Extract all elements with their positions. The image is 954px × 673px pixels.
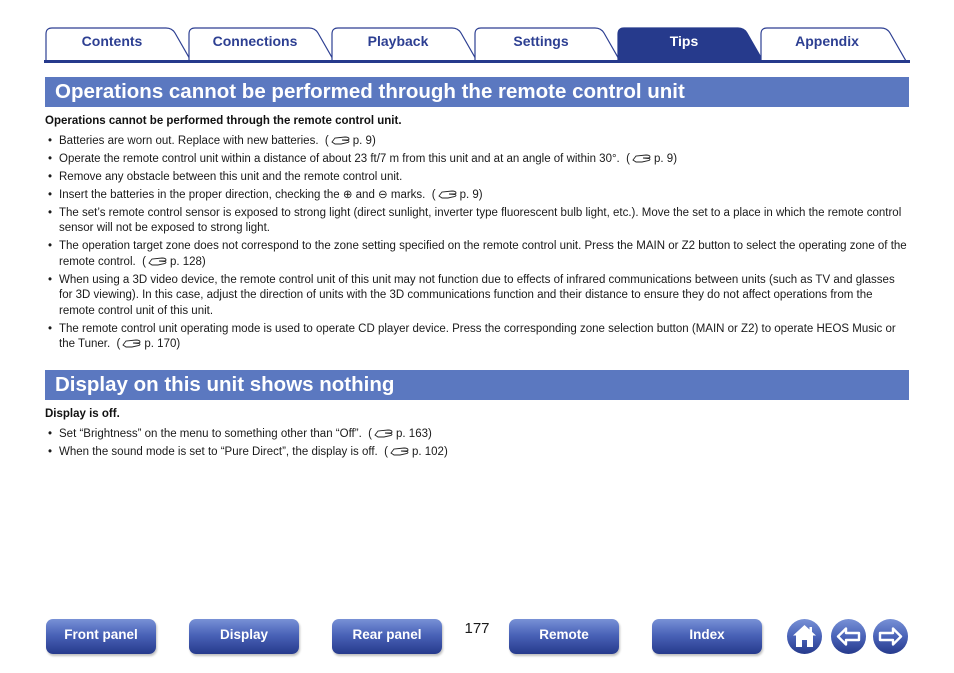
item-text: The remote control unit operating mode is used to operate CD player device. Press the corresponding zone selection button (MAIN or Z2) to operate HEOS Music or the Tuner. [59,322,896,351]
pointing-hand-icon [331,134,351,145]
page-ref-link[interactable]: p. 9 [459,189,479,201]
tab-label: Playback [367,33,429,49]
page-ref-link[interactable]: p. 170 [144,338,177,351]
list-item: • Operate the remote control unit within a distance of about 23 ft/7 m from this unit and at an angle of within 30°. ( p. 9) [45,152,911,167]
list-item [45,170,911,185]
item-text: Remove any obstacle between this unit and the remote control unit. [59,171,403,183]
pointing-hand-icon [148,255,168,266]
tab-settings[interactable] [473,27,623,61]
list-item: • The operation target zone does not correspond to the zone setting specified on the remote control unit. Press the MAIN or Z2 button to select the operating zone of the remote control. ( p. 128) [45,239,911,270]
page-ref-link[interactable]: p. 9 [654,153,674,165]
tab-label: Settings [513,33,569,49]
section-header-display: Display on this unit shows nothing [45,370,909,400]
item-text: Batteries are worn out. Replace with new batteries. [59,135,319,147]
item-text: The set’s remote control sensor is exposed to strong light (direct sunlight, inverter type fluorescent bulb light, etc.). Move the set to a place in which the remote control sensor will not be exposed to strong light. [59,207,902,235]
section-subtitle-display: Display is off. [45,408,120,420]
display-troubleshooting-list [45,427,911,463]
list-item: • Batteries are worn out. Replace with new batteries. ( p. 9) [45,134,911,149]
pointing-hand-icon [438,188,458,199]
list-item: • When the sound mode is set to “Pure Direct”, the display is off. ( p. 102) [45,445,911,460]
item-text: Set “Brightness” on the menu to something other than “Off”. [59,428,362,440]
home-icon[interactable] [786,618,823,655]
page-ref-link[interactable]: p. 128 [169,255,202,268]
item-text: Insert the batteries in the proper direction, checking the ⊕ and ⊖ marks. [59,189,426,201]
list-item [45,273,911,319]
pointing-hand-icon [390,445,410,456]
tab-tips[interactable] [616,27,766,61]
list-item [45,206,911,237]
tab-label: Connections [212,33,298,49]
item-text: When using a 3D video device, the remote control unit of this unit may not function due to effects of infrared communications between units (such as TV and glasses for 3D viewing). In this case, adjust the direction of units with the 3D communications function and their distance to ensure they do not affect operations from the remote control unit of this unit. [59,273,895,317]
tab-contents[interactable] [44,27,194,61]
arrow-left-icon[interactable] [830,618,867,655]
pointing-hand-icon [632,152,652,163]
pointing-hand-icon [122,337,142,348]
front-panel-button[interactable]: Front panel [46,619,156,654]
item-text: When the sound mode is set to “Pure Direct”, the display is off. [59,446,378,458]
rear-panel-button[interactable]: Rear panel [332,619,442,654]
display-button[interactable]: Display [189,619,299,654]
remote-troubleshooting-list [45,134,911,355]
tab-playback[interactable] [330,27,480,61]
page-ref-link[interactable]: p. 9 [352,135,372,147]
page-ref-link[interactable]: p. 102 [411,446,444,458]
section-header-remote: Operations cannot be performed through the remote control unit [45,77,909,107]
list-item: • Set “Brightness” on the menu to something other than “Off”. ( p. 163) [45,427,911,442]
page-ref-link[interactable]: p. 163 [396,428,428,440]
tab-label: Appendix [795,33,859,49]
remote-button[interactable]: Remote [509,619,619,654]
item-text: The operation target zone does not correspond to the zone setting specified on the remote control unit. Press the MAIN or Z2 button to select the operating zone of the remote control. [59,240,907,268]
tab-label: Tips [669,33,699,49]
tab-appendix[interactable] [759,27,909,61]
index-button[interactable]: Index [652,619,762,654]
tab-underline [44,60,910,63]
item-text: Operate the remote control unit within a distance of about 23 ft/7 m from this unit and at an angle of within 30°. [59,153,620,165]
list-item: • The remote control unit operating mode is used to operate CD player device. Press the corresponding zone selection button (MAIN or Z2) to operate HEOS Music or the Tuner. ( p. 170) [45,322,911,353]
pointing-hand-icon [374,427,394,438]
arrow-right-icon[interactable] [872,618,909,655]
page-number: 177 [464,620,490,637]
section-subtitle-remote: Operations cannot be performed through the remote control unit. [45,115,402,127]
top-tab-bar [44,27,910,63]
tab-connections[interactable] [187,27,337,61]
list-item: • Insert the batteries in the proper direction, checking the ⊕ and ⊖ marks. ( p. 9) [45,188,911,203]
tab-label: Contents [81,33,143,49]
